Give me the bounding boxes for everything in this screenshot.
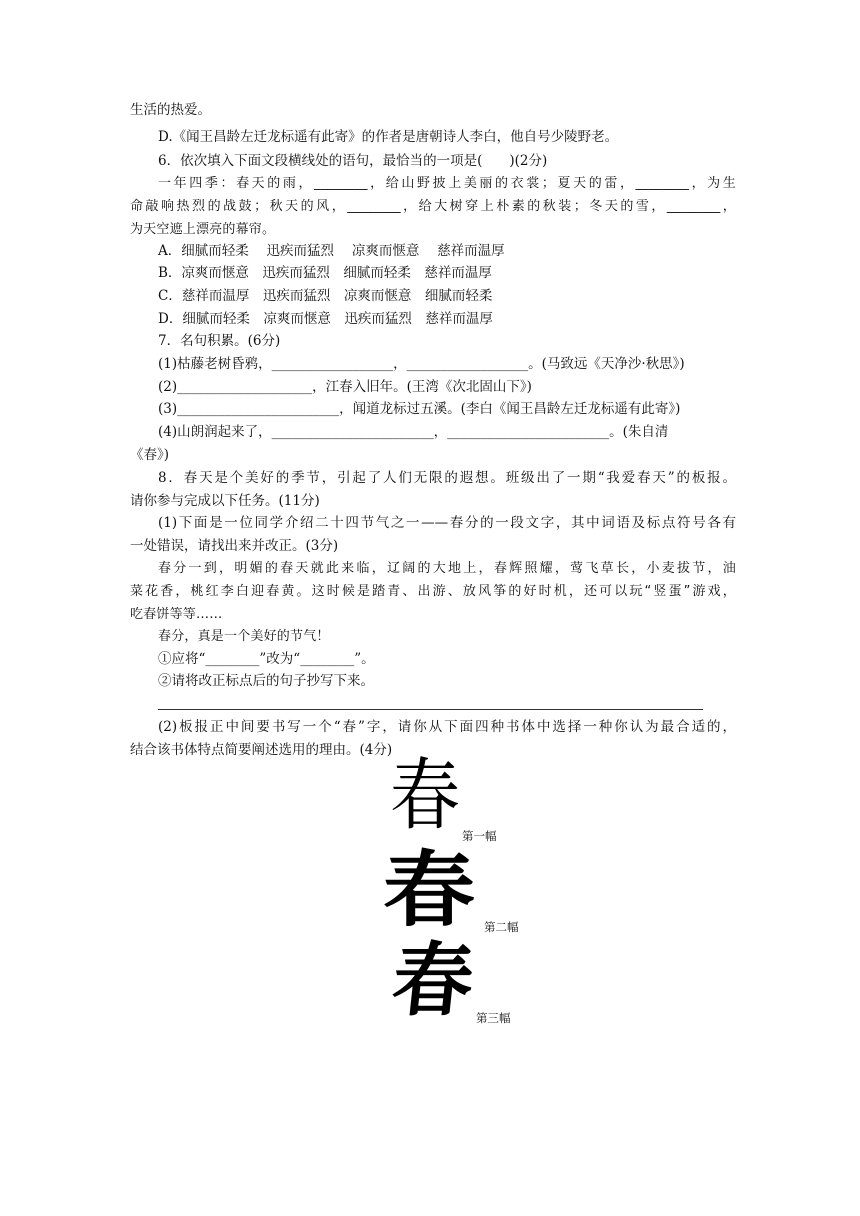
question-7: 7．名句积累。(6分) — [158, 333, 281, 349]
option-c: C．慈祥而温厚 迅疾而猛烈 凉爽而惬意 细腻而轻柔 — [158, 288, 493, 304]
q8-part-2-cont: 结合该书体特点简要阐述选用的理由。(4分) — [130, 742, 393, 758]
q8-part-1-cont: 一处错误，请找出来并改正。(3分) — [130, 538, 339, 554]
question-8: 8．春天是个美好的季节，引起了人们无限的遐想。班级出了一期“我爱春天”的板报。 — [158, 470, 736, 486]
answer-prompt-2: ②请将改正标点后的句子抄写下来。 — [158, 673, 374, 689]
calligraphy-sample-2: 春 — [383, 843, 475, 938]
passage-line: 春分，真是一个美好的节气！ — [158, 629, 330, 644]
passage-line: 一年四季：春天的雨，________，给山野披上美丽的衣裳；夏天的雷，________，为生 — [158, 176, 736, 191]
caption-1: 第一幅 — [462, 829, 497, 843]
q7-item-4: (4)山朗润起来了，________________________，________________________。(朱自清 — [158, 424, 669, 440]
question-6: 6．依次填入下面文段横线处的语句，最恰当的一项是( )(2分) — [158, 153, 548, 169]
question-8-cont: 请你参与完成以下任务。(11分) — [130, 493, 320, 509]
passage-line: 菜花香，桃红李白迎春黄。这时候是踏青、出游、放风筝的好时机，还可以玩“竖蛋”游戏， — [130, 584, 736, 599]
option-d: D．细腻而轻柔 凉爽而惬意 迅疾而猛烈 慈祥而温厚 — [158, 311, 493, 327]
calligraphy-sample-3: 春 — [388, 933, 478, 1027]
q7-item-4-cont: 《春》) — [130, 447, 170, 463]
caption-3: 第三幅 — [476, 1011, 511, 1025]
q8-part-1: (1)下面是一位同学介绍二十四节气之一——春分的一段文字，其中词语及标点符号各有 — [158, 515, 736, 531]
text-line: 生活的热爱。 — [130, 102, 211, 118]
option-a: A．细腻而轻柔 迅疾而猛烈 凉爽而惬意 慈祥而温厚 — [158, 243, 505, 259]
option-d-q5: D.《闻王昌龄左迁龙标遥有此寄》的作者是唐朝诗人李白，他自号少陵野老。 — [158, 129, 619, 145]
passage-line: 吃春饼等等…… — [130, 607, 223, 622]
answer-line — [158, 709, 703, 710]
q7-item-1: (1)枯藤老树昏鸦，__________________，__________________。(马致远《天净沙·秋思》) — [158, 356, 685, 372]
passage-line: 春分一到，明媚的春天就此来临，辽阔的大地上，春辉照耀，莺飞草长，小麦拔节，油 — [158, 561, 736, 576]
option-b: B．凉爽而惬意 迅疾而猛烈 细腻而轻柔 慈祥而温厚 — [158, 265, 492, 281]
passage-line: 为天空遮上漂亮的幕帘。 — [130, 222, 276, 237]
caption-2: 第二幅 — [484, 920, 519, 934]
q7-item-3: (3)________________________，闻道龙标过五溪。(李白《闻王昌龄左迁龙标遥有此寄》) — [158, 401, 681, 417]
passage-line: 命敲响热烈的战鼓；秋天的风，________，给大树穿上朴素的秋装；冬天的雪，________， — [130, 199, 736, 214]
calligraphy-sample-1: 春 — [389, 751, 461, 841]
answer-prompt-1: ①应将“________”改为“________”。 — [158, 651, 375, 667]
q8-part-2: (2)板报正中间要书写一个“春”字，请你从下面四种书体中选择一种你认为最合适的， — [158, 719, 736, 735]
q7-item-2: (2)____________________，江春入旧年。(王湾《次北固山下》) — [158, 379, 532, 395]
